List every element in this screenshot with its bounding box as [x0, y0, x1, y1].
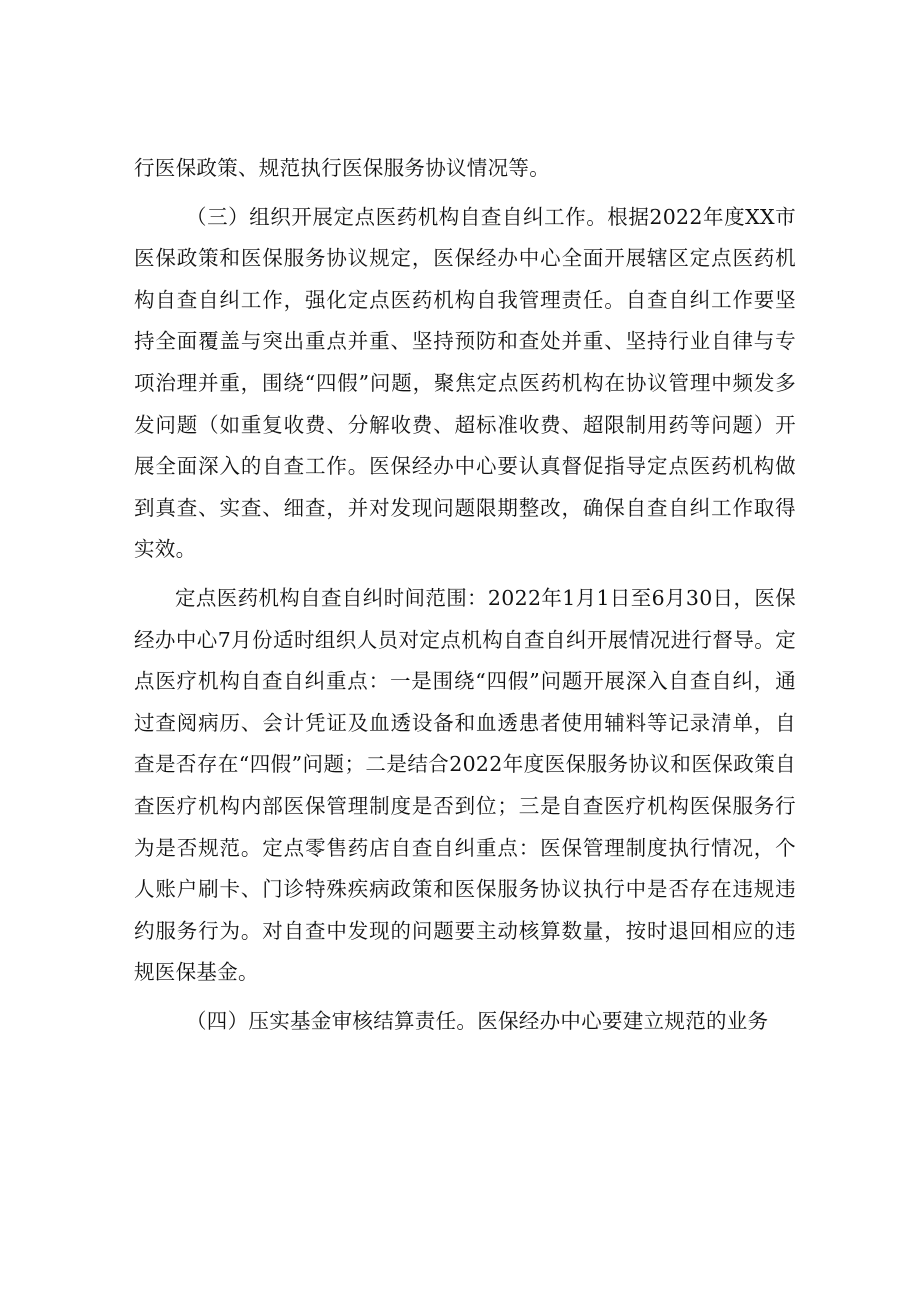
- paragraph-section-3: （三）组织开展定点医药机构自查自纠工作。根据2022年度XX市医保政策和医保服务协议规定，医保经办中心全面开展辖区定点医药机构自查自纠工作，强化定点医药机构自我管理责任。自查自纠工作要坚持全面覆盖与突出重点并重、坚持预防和查处并重、坚持行业自律与专项治理并重，围绕“四假”问题，聚焦定点医药机构在协议管理中频发多发问题（如重复收费、分解收费、超标准收费、超限制用药等问题）开展全面深入的自查工作。医保经办中心要认真督促指导定点医药机构做到真查、实查、细查，并对发现问题限期整改，确保自查自纠工作取得实效。: [134, 204, 796, 562]
- paragraph-self-inspection-scope: 定点医药机构自查自纠时间范围：2022年1月1日至6月30日，医保经办中心7月份适时组织人员对定点机构自查自纠开展情况进行督导。定点医疗机构自查自纠重点：一是围绕“四假”问题开展深入自查自纠，通过查阅病历、会计凭证及血透设备和血透患者使用辅料等记录清单，自查是否存在“四假”问题；二是结合2022年度医保服务协议和医保政策自查医疗机构内部医保管理制度是否到位；三是自查医疗机构医保服务行为是否规范。定点零售药店自查自纠重点：医保管理制度执行情况，个人账户刷卡、门诊特殊疾病政策和医保服务协议执行中是否存在违规违约服务行为。对自查中发现的问题要主动核算数量，按时退回相应的违规医保基金。: [134, 585, 796, 985]
- paragraph-section-4: （四）压实基金审核结算责任。医保经办中心要建立规范的业务: [186, 1008, 769, 1033]
- paragraph-continuation: 行医保政策、规范执行医保服务协议情况等。: [134, 156, 550, 180]
- document-body: [134, 148, 796, 1042]
